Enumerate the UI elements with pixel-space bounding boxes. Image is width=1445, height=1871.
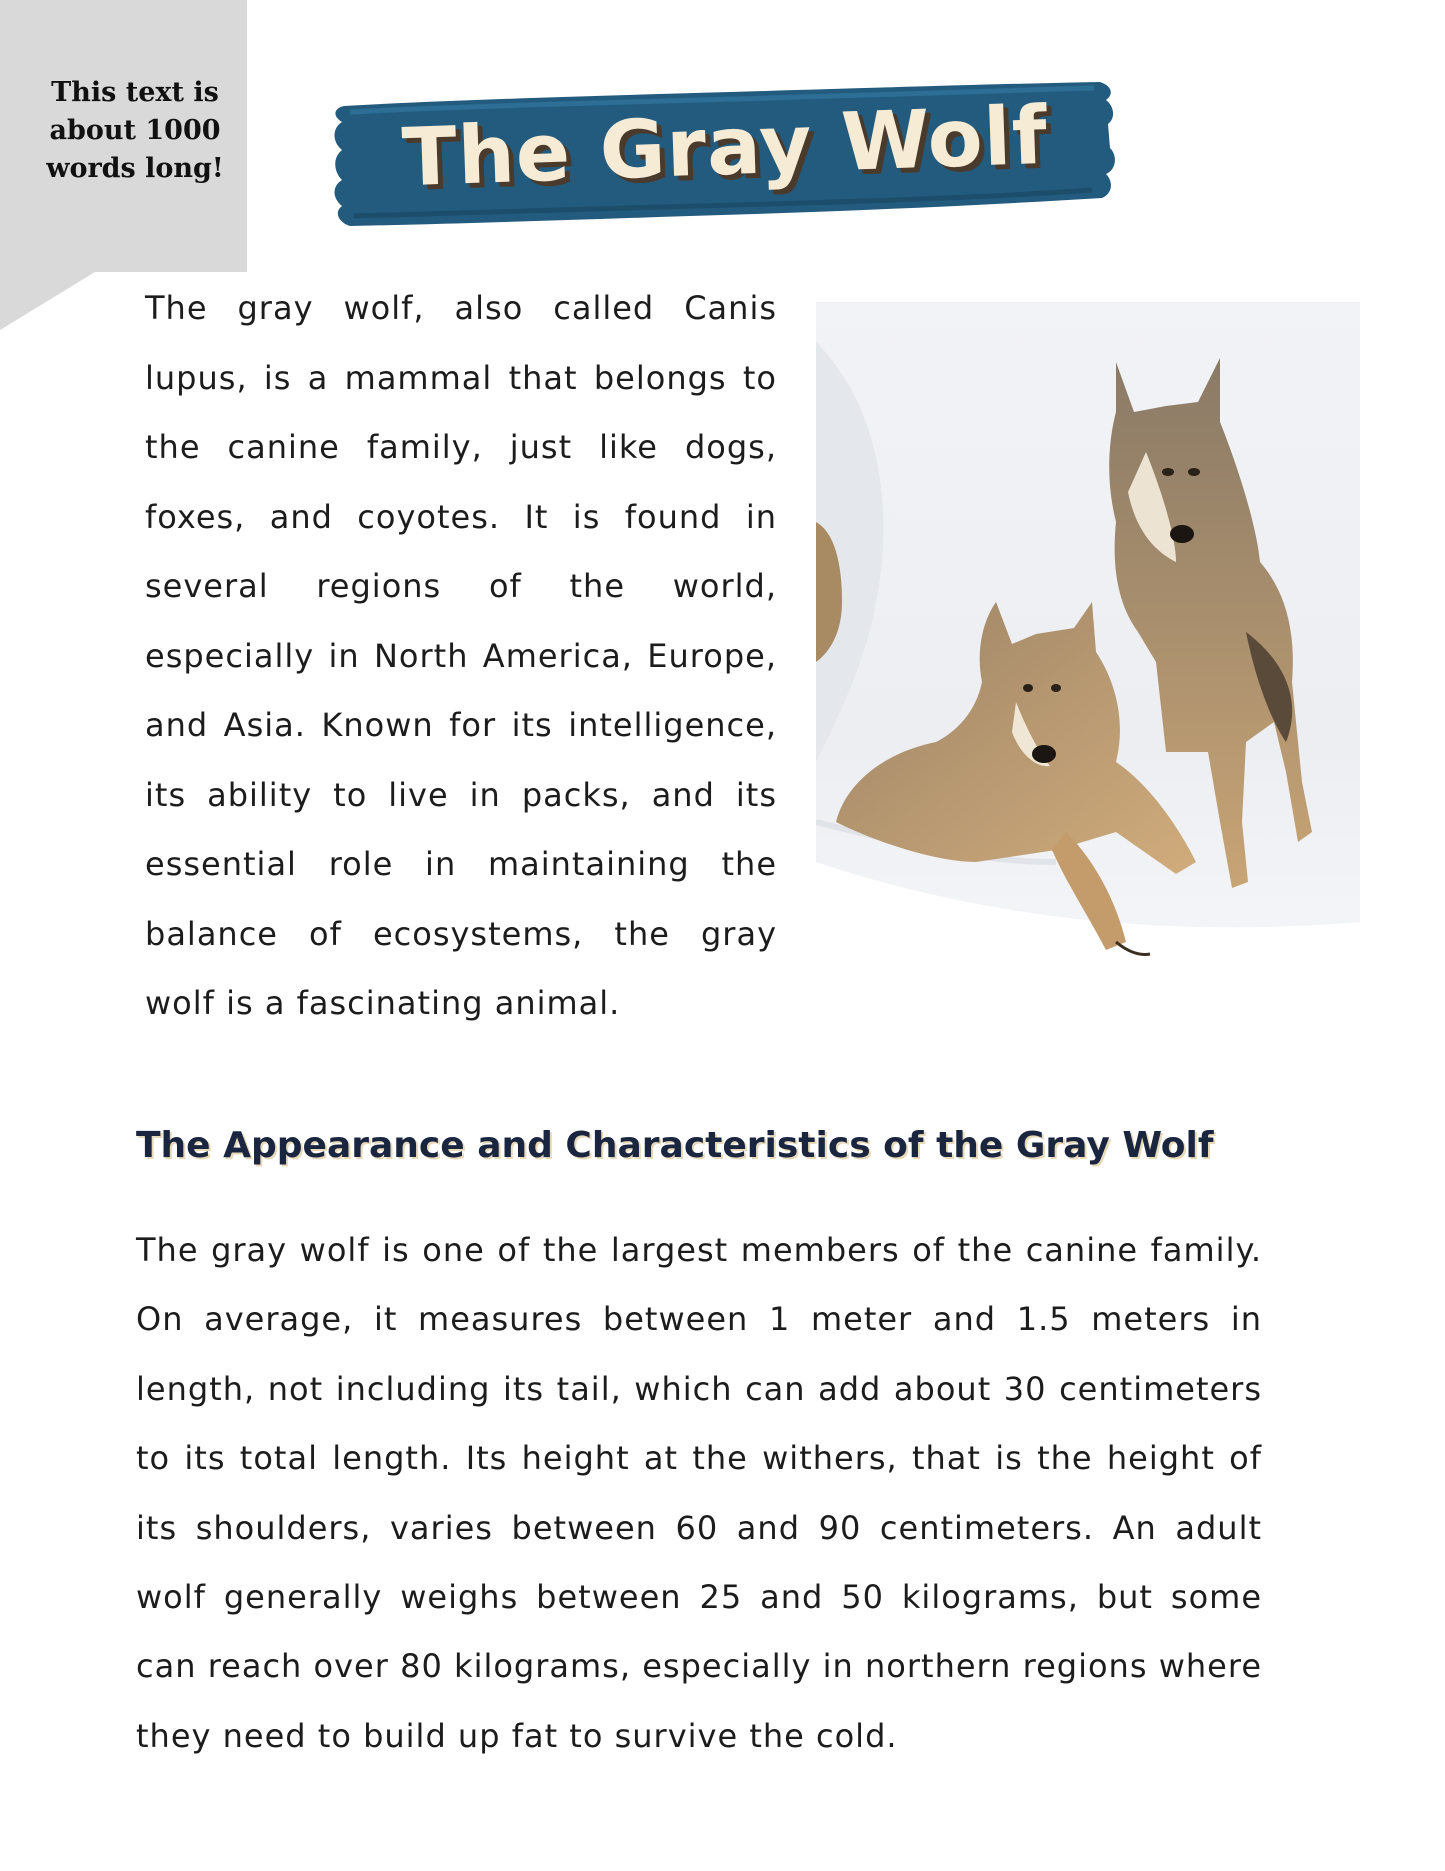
wolf-photo [816, 302, 1360, 1032]
title-banner [330, 78, 1120, 228]
tag-text: This text is about 1000 words long! [46, 77, 224, 184]
wolf-image [816, 302, 1360, 1032]
intro-paragraph: The gray wolf, also called Canis lupus, is a mammal that belongs to the canine family, just like dogs, foxes, and coyotes. It is found in several regions of the world, especially in North America, Europe, and Asia. Known for its intelligence, its ability to live in packs, and its essential role in maintaining the balance of ecosystems, the gray wolf is a fascinating animal. [145, 289, 777, 1022]
section-paragraph: The gray wolf is one of the largest members of the canine family. On average, it measures between 1 meter and 1.5 meters in length, not including its tail, which can add about 30 centimeters to its total length. Its height at the withers, that is the height of its shoulders, varies between 60 and 90 centimeters. An adult wolf generally weighs between 25 and 50 kilograms, but some can reach over 80 kilograms, especially in northern regions where they need to build up fat to survive the cold. [136, 1231, 1262, 1755]
page-title: The Gray Wolf [400, 88, 1050, 205]
section-heading: The Appearance and Characteristics of the Gray Wolf [136, 1125, 1214, 1166]
